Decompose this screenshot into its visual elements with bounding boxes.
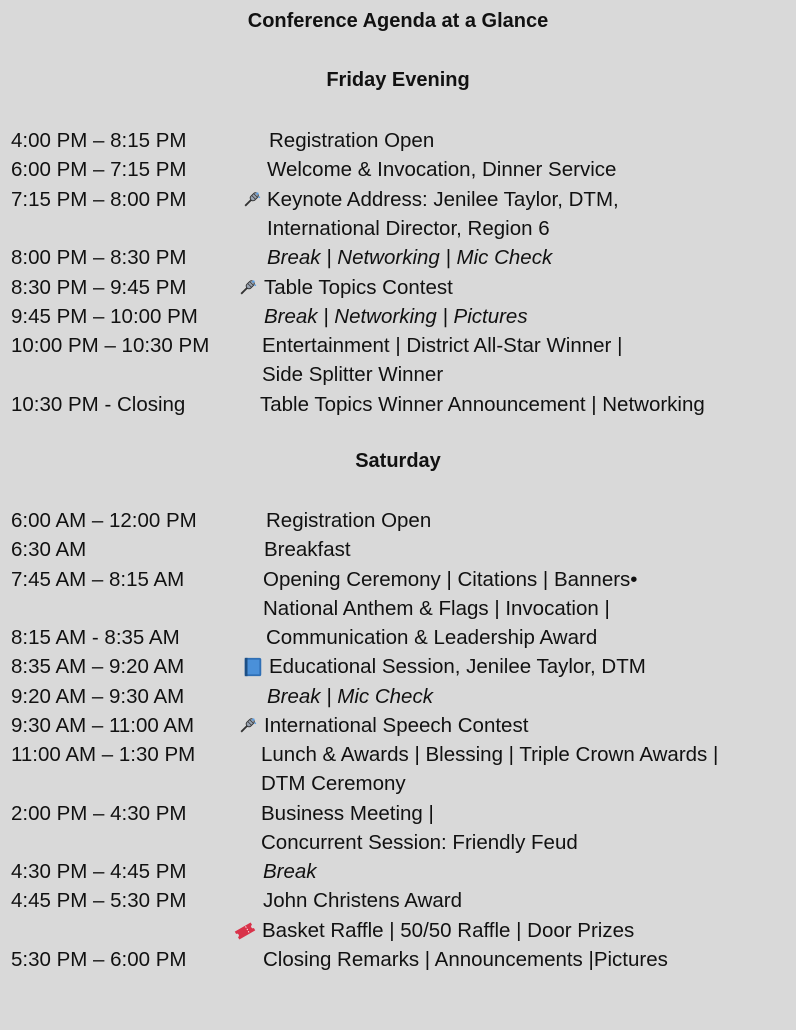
agenda-item: Opening Ceremony | Citations | Banners•: [263, 567, 638, 591]
agenda-time: 11:00 AM – 1:30 PM: [11, 743, 196, 766]
agenda-row: [0, 302, 796, 331]
agenda-item: International Speech Contest: [264, 713, 529, 737]
agenda-row: [0, 857, 796, 886]
agenda-time: 10:30 PM - Closing: [11, 392, 186, 416]
agenda-item: Concurrent Session: Friendly Feud: [261, 830, 578, 854]
agenda-time: 2:00 PM – 4:30 PM: [11, 801, 187, 825]
agenda-item: Table Topics Contest: [264, 275, 453, 299]
agenda-time: 8:35 AM – 9:20 AM: [11, 655, 185, 679]
page-title: Conference Agenda at a Glance: [247, 10, 549, 32]
agenda-time: 4:00 PM – 8:15 PM: [11, 129, 187, 152]
agenda-item: National Anthem & Flags | Invocation |: [263, 596, 610, 620]
agenda-item: Lunch & Awards | Blessing | Triple Crown Awards |: [261, 743, 719, 766]
agenda-time: 8:30 PM – 9:45 PM: [11, 275, 187, 299]
agenda-row: [0, 740, 796, 796]
agenda-time: 6:00 PM – 7:15 PM: [11, 158, 187, 182]
agenda-row: [0, 155, 796, 184]
agenda-time: 9:20 AM – 9:30 AM: [11, 684, 185, 708]
agenda-time: 4:45 PM – 5:30 PM: [11, 889, 187, 913]
agenda-row: [0, 652, 796, 681]
friday-heading: Friday Evening: [326, 69, 470, 91]
agenda-time: 9:30 AM – 11:00 AM: [11, 713, 195, 737]
agenda-time: 9:45 PM – 10:00 PM: [11, 304, 198, 328]
agenda-item: Closing Remarks | Announcements |Pictures: [263, 947, 668, 971]
agenda-row: [0, 711, 796, 740]
agenda-item: Break | Networking | Pictures: [264, 304, 528, 328]
agenda-item: Educational Session, Jenilee Taylor, DTM: [269, 655, 646, 679]
agenda-item: Communication & Leadership Award: [266, 626, 598, 649]
agenda-item: Basket Raffle | 50/50 Raffle | Door Prizes: [262, 918, 635, 942]
agenda-item: Side Splitter Winner: [262, 363, 444, 387]
agenda-item: Business Meeting |: [261, 801, 434, 825]
agenda-item: Entertainment | District All-Star Winner |: [262, 334, 623, 358]
agenda-item: International Director, Region 6: [267, 216, 550, 240]
agenda-row: [0, 945, 796, 974]
agenda-row: [0, 799, 796, 854]
agenda-item: Break | Networking | Mic Check: [267, 246, 553, 270]
saturday-heading: Saturday: [355, 450, 441, 472]
agenda-time: 8:00 PM – 8:30 PM: [11, 246, 187, 270]
agenda-item: Break | Mic Check: [267, 684, 433, 708]
agenda-row: [0, 506, 796, 535]
agenda-time: 6:00 AM – 12:00 PM: [11, 509, 197, 532]
agenda-row: [0, 886, 796, 915]
agenda-row: [0, 623, 796, 652]
agenda-time: 5:30 PM – 6:00 PM: [11, 947, 187, 971]
agenda-row: [0, 682, 796, 711]
agenda-time: 7:45 AM – 8:15 AM: [11, 567, 185, 591]
agenda-time: 7:15 PM – 8:00 PM: [11, 187, 187, 211]
microphone-icon: [236, 715, 258, 737]
ticket-icon: [234, 920, 256, 942]
agenda-row: [0, 273, 796, 302]
microphone-icon: [240, 189, 262, 211]
agenda-row: [0, 331, 796, 387]
agenda-item: Table Topics Winner Announcement | Networking: [260, 392, 705, 416]
agenda-item: Registration Open: [269, 129, 435, 152]
agenda-item: Break: [263, 860, 317, 883]
agenda-time: 10:00 PM – 10:30 PM: [11, 334, 210, 358]
agenda-row: [0, 565, 796, 620]
agenda-item: John Christens Award: [263, 889, 463, 913]
agenda-item: Registration Open: [266, 509, 432, 532]
agenda-row: [0, 126, 796, 155]
agenda-item: DTM Ceremony: [261, 772, 406, 796]
agenda-time: 8:15 AM - 8:35 AM: [11, 626, 180, 649]
agenda-time: 4:30 PM – 4:45 PM: [11, 860, 187, 883]
microphone-icon: [236, 277, 258, 299]
agenda-row: [0, 243, 796, 272]
agenda-row: [0, 916, 796, 945]
agenda-time: 6:30 AM: [11, 538, 87, 562]
agenda-item: Breakfast: [264, 538, 351, 562]
book-icon: [242, 656, 264, 678]
agenda-row: [0, 535, 796, 564]
agenda-item: Welcome & Invocation, Dinner Service: [267, 158, 617, 182]
agenda-row: [0, 390, 796, 419]
agenda-row: [0, 185, 796, 240]
agenda-item: Keynote Address: Jenilee Taylor, DTM,: [267, 187, 619, 211]
